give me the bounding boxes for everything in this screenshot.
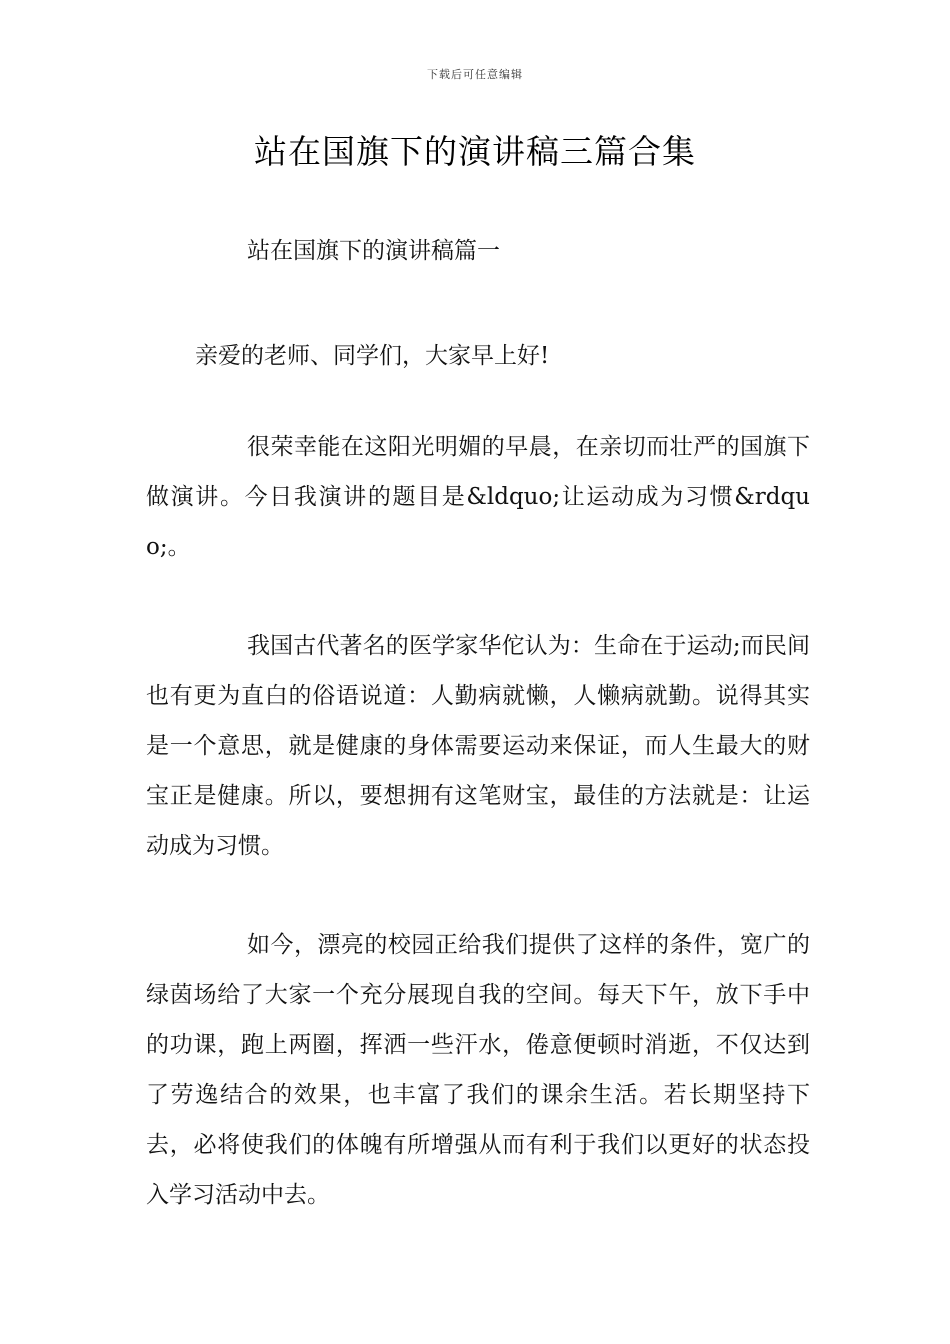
document-title: 站在国旗下的演讲稿三篇合集 — [254, 132, 696, 171]
paragraph: 如今，漂亮的校园正给我们提供了这样的条件，宽广的绿茵场给了大家一个充分展现自我的空间。每天下午，放下手中的功课，跑上两圈，挥洒一些汗水，倦意便顿时消逝，不仅达到了劳逸结合的效果，也丰富了我们的课余生活。若长期坚持下去，必将使我们的体魄有所增强从而有利于我们以更好的状态投入学习活动中去。 — [146, 932, 810, 1208]
section-subtitle: 站在国旗下的演讲稿篇一 — [247, 238, 500, 264]
greeting-line: 亲爱的老师、同学们，大家早上好! — [195, 343, 550, 369]
header-note: 下载后可任意编辑 — [427, 68, 523, 81]
paragraph: 很荣幸能在这阳光明媚的早晨，在亲切而壮严的国旗下做演讲。今日我演讲的题目是&ldquo;让运动成为习惯&rdquo;。 — [146, 434, 810, 560]
paragraph: 我国古代著名的医学家华佗认为：生命在于运动;而民间也有更为直白的俗语说道：人勤病就懒，人懒病就勤。说得其实是一个意思，就是健康的身体需要运动来保证，而人生最大的财宝正是健康。所以，要想拥有这笔财宝，最佳的方法就是：让运动成为习惯。 — [146, 633, 810, 859]
